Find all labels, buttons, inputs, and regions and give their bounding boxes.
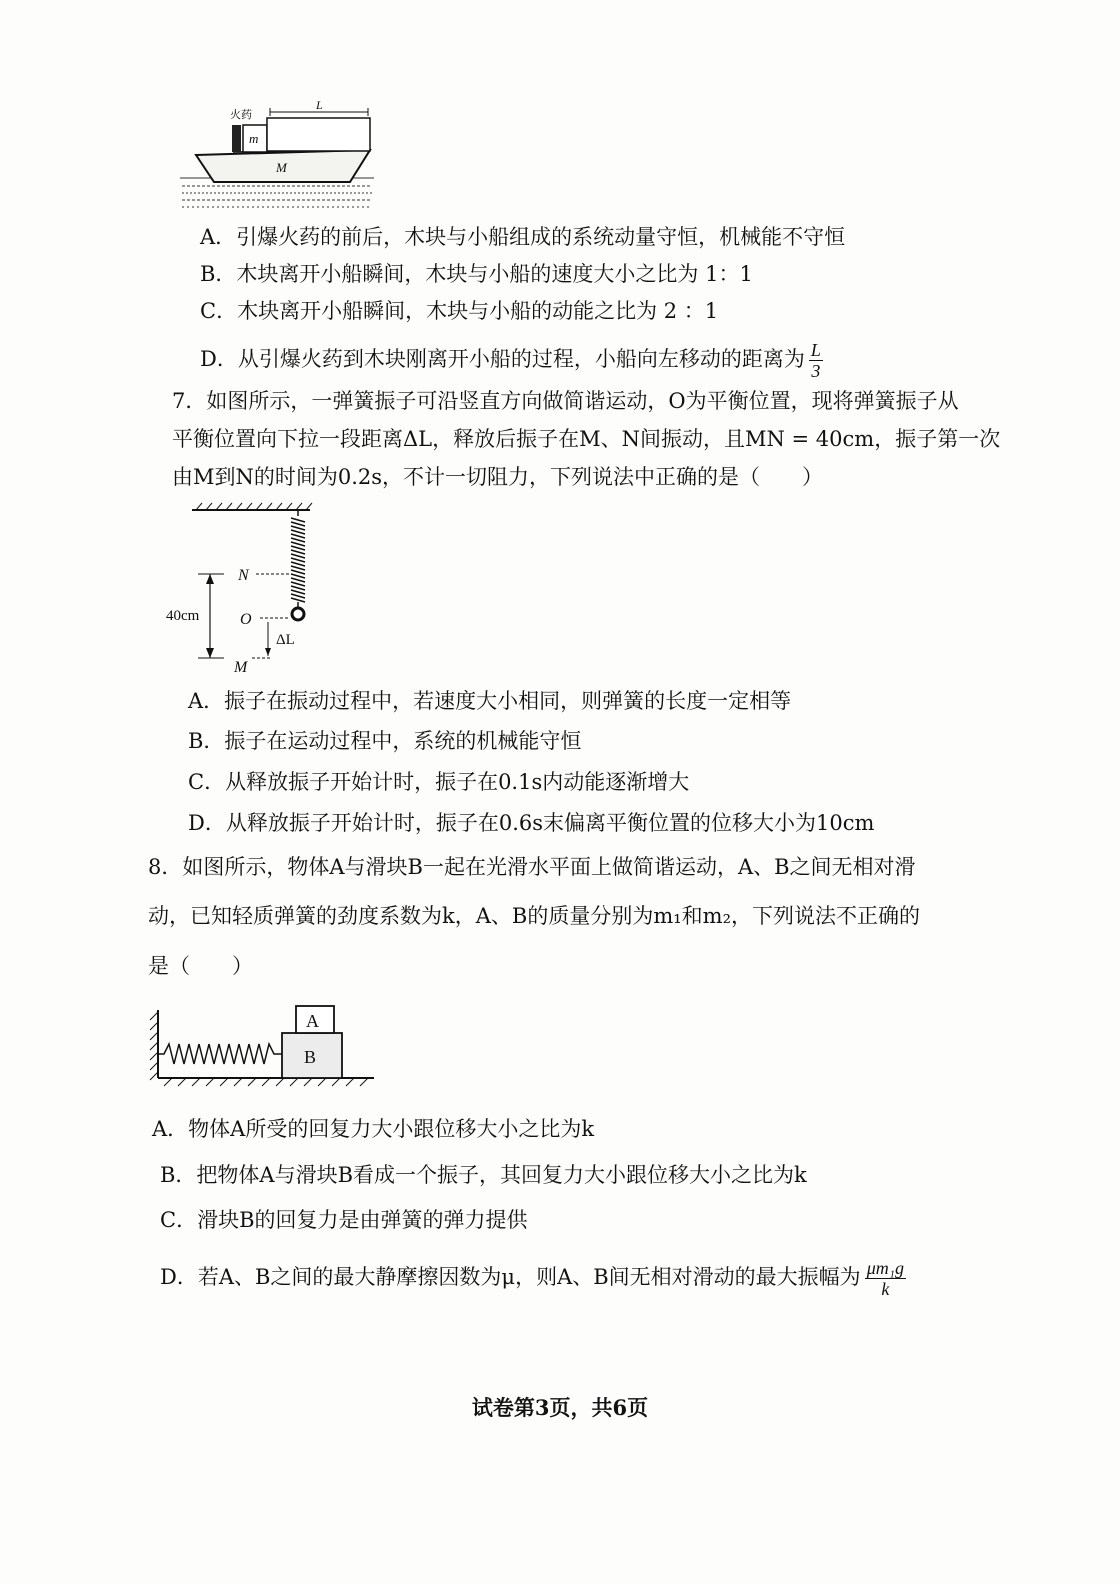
q8-option-d-text: D．若A、B之间的最大静摩擦因数为μ，则A、B间无相对滑动的最大振幅为 <box>160 1265 861 1289</box>
fraction-denominator: 3 <box>811 361 821 381</box>
b-label: B <box>304 1047 317 1067</box>
q6-option-d <box>200 340 823 381</box>
boat-label: M <box>276 160 287 175</box>
q7-option-b: B．振子在运动过程中，系统的机械能守恒 <box>188 729 582 753</box>
q8-stem-line2: 动，已知轻质弹簧的劲度系数为k，A、B的质量分别为m₁和m₂，下列说法不正确的 <box>148 904 920 928</box>
a-label: A <box>306 1011 319 1031</box>
spring <box>291 510 305 608</box>
distance-label: 40cm <box>166 608 200 624</box>
spring-oscillator-figure <box>160 500 330 680</box>
spring-blocks-figure <box>148 1000 388 1100</box>
q6-option-c: C．木块离开小船瞬间，木块与小船的动能之比为 2 ：1 <box>200 299 719 323</box>
fraction-numerator: μm₁g <box>866 1258 904 1278</box>
q8-stem-line1: 8．如图所示，物体A与滑块B一起在光滑水平面上做简谐运动，A、B之间无相对滑 <box>148 855 916 879</box>
q7-option-a: A．振子在振动过程中，若速度大小相同，则弹簧的长度一定相等 <box>188 689 792 713</box>
q7-stem-line3: 由M到N的时间为0.2s，不计一切阻力，下列说法中正确的是（ ） <box>172 465 824 489</box>
q6-option-d-fraction <box>809 340 823 381</box>
q6-option-b: B．木块离开小船瞬间，木块与小船的速度大小之比为 1：1 <box>200 262 753 286</box>
o-label: O <box>240 611 252 628</box>
fraction-numerator: L <box>810 340 821 360</box>
oscillator-ball <box>292 608 304 620</box>
gunpowder-label: 火药 <box>230 109 252 121</box>
delta-l-label: ΔL <box>276 632 295 648</box>
q7-stem-line1: 7．如图所示，一弹簧振子可沿竖直方向做简谐运动，O为平衡位置，现将弹簧振子从 <box>172 389 959 413</box>
boat-figure <box>178 100 378 215</box>
fraction-denominator: k <box>881 1279 890 1299</box>
q8-option-d-fraction <box>865 1258 906 1299</box>
q7-stem-line2: 平衡位置向下拉一段距离ΔL，释放后振子在M、N间振动，且MN = 40cm，振子第一次 <box>172 427 1001 451</box>
q6-option-a: A．引爆火药的前后，木块与小船组成的系统动量守恒，机械能不守恒 <box>200 225 846 249</box>
block-body <box>267 118 370 151</box>
q8-option-a: A．物体A所受的回复力大小跟位移大小之比为k <box>152 1117 595 1141</box>
horizontal-spring <box>158 1044 282 1064</box>
page-footer: 试卷第3页，共6页 <box>471 1395 649 1420</box>
q7-option-d: D．从释放振子开始计时，振子在0.6s末偏离平衡位置的位移大小为10cm <box>188 811 875 835</box>
length-label: L <box>316 98 323 112</box>
q7-option-c: C．从释放振子开始计时，振子在0.1s内动能逐渐增大 <box>188 770 690 794</box>
q6-option-d-text: D．从引爆火药到木块刚离开小船的过程，小船向左移动的距离为 <box>200 347 805 371</box>
q8-option-d <box>160 1258 906 1299</box>
block-label: m <box>249 131 259 146</box>
q8-option-c: C．滑块B的回复力是由弹簧的弹力提供 <box>160 1208 528 1232</box>
m-label: M <box>234 659 248 676</box>
n-label: N <box>238 567 249 584</box>
q8-option-b: B．把物体A与滑块B看成一个振子，其回复力大小跟位移大小之比为k <box>160 1163 807 1187</box>
q8-stem-line3: 是（ ） <box>148 954 253 978</box>
gunpowder <box>232 125 241 152</box>
